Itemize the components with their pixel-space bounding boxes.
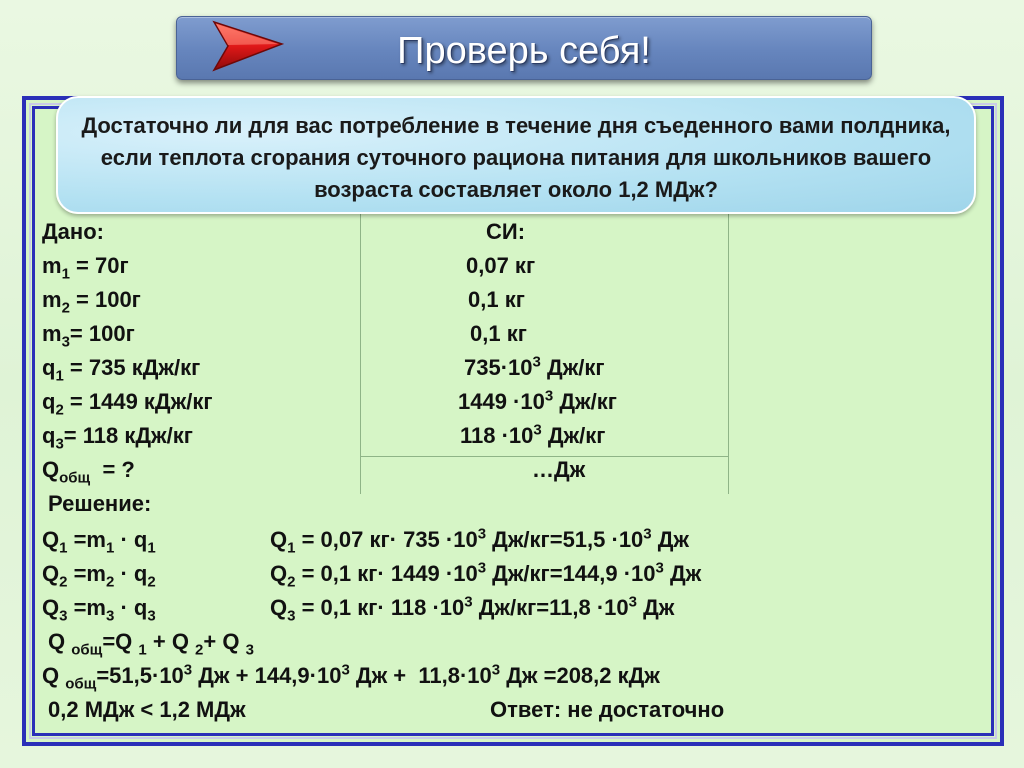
given-qtot: $Q_{общ}$ = ? xyxy=(42,457,135,487)
si-m3: 0,1 кг xyxy=(470,321,527,346)
solution-label: Решение: xyxy=(48,491,152,516)
si-q3: $118 \cdot 10^3$ Дж/кг xyxy=(460,421,606,448)
given-label: Дано: xyxy=(42,219,104,244)
comparison: 0,2 МДж < 1,2 МДж xyxy=(48,697,246,722)
si-q1: $735\cdot 10^3$ Дж/кг xyxy=(464,353,605,380)
calc-q3: $Q_3 = 0,1$ $кг\cdot 118 \cdot 10^3$ $Дж/кг=11,8 \cdot 10^3$ Дж xyxy=(270,593,675,625)
formula-total: Q $_{общ}$=Q $_1$ + Q $_2$+ Q $_3$ xyxy=(48,629,254,659)
si-m1: 0,07 кг xyxy=(466,253,536,278)
red-arrow-icon[interactable] xyxy=(212,18,284,74)
question-text: Достаточно ли для вас потребление в течение дня съеденного вами полдника, если теплота сгорания суточного рациона питания для школьников вашего возраста составляет около 1,2 МДж? xyxy=(81,113,951,202)
page-title: Проверь себя! xyxy=(397,30,651,72)
si-q2: $1449 \cdot 10^3$ Дж/кг xyxy=(458,387,617,414)
question-box xyxy=(56,96,976,214)
given-q1: $q_1 = 735$ кДж/кг xyxy=(42,355,201,385)
si-label: СИ: xyxy=(486,219,526,244)
given-m1: $m_1 = 70г$ xyxy=(42,253,129,283)
answer: Ответ: не достаточно xyxy=(490,697,725,722)
calc-q2: $Q_2 = 0,1$ $кг\cdot 1449 \cdot 10^3$ $Дж/кг=144,9 \cdot 10^3$ Дж xyxy=(270,559,702,591)
formula-q1: $Q_1 =m_1 \cdot q_1$ xyxy=(42,527,156,557)
si-qtot: …Дж xyxy=(532,457,586,482)
given-m2: $m_2 = 100г$ xyxy=(42,287,141,317)
given-q3: $q_3= 118$ кДж/кг xyxy=(42,423,193,453)
formula-q2: $Q_2 =m_2 \cdot q_2$ xyxy=(42,561,156,591)
table-divider-left xyxy=(360,214,361,494)
calc-total: Q $_{общ}=51,5\cdot 10^3$ Дж + $144,9\cdot 10^3$ Дж + $11,8\cdot 10^3$ Дж =208,2 кДж xyxy=(42,661,660,693)
given-q2: $q_2 = 1449$ кДж/кг xyxy=(42,389,213,419)
si-m2: 0,1 кг xyxy=(468,287,525,312)
calc-q1: $Q_1 = 0,07$ $кг\cdot 735 \cdot 10^3$ $Дж/кг=51,5 \cdot 10^3$ Дж xyxy=(270,525,690,557)
given-m3: $m_3= 100г$ xyxy=(42,321,135,351)
table-divider-right xyxy=(728,214,729,494)
formula-q3: $Q_3 =m_3 \cdot q_3$ xyxy=(42,595,156,625)
